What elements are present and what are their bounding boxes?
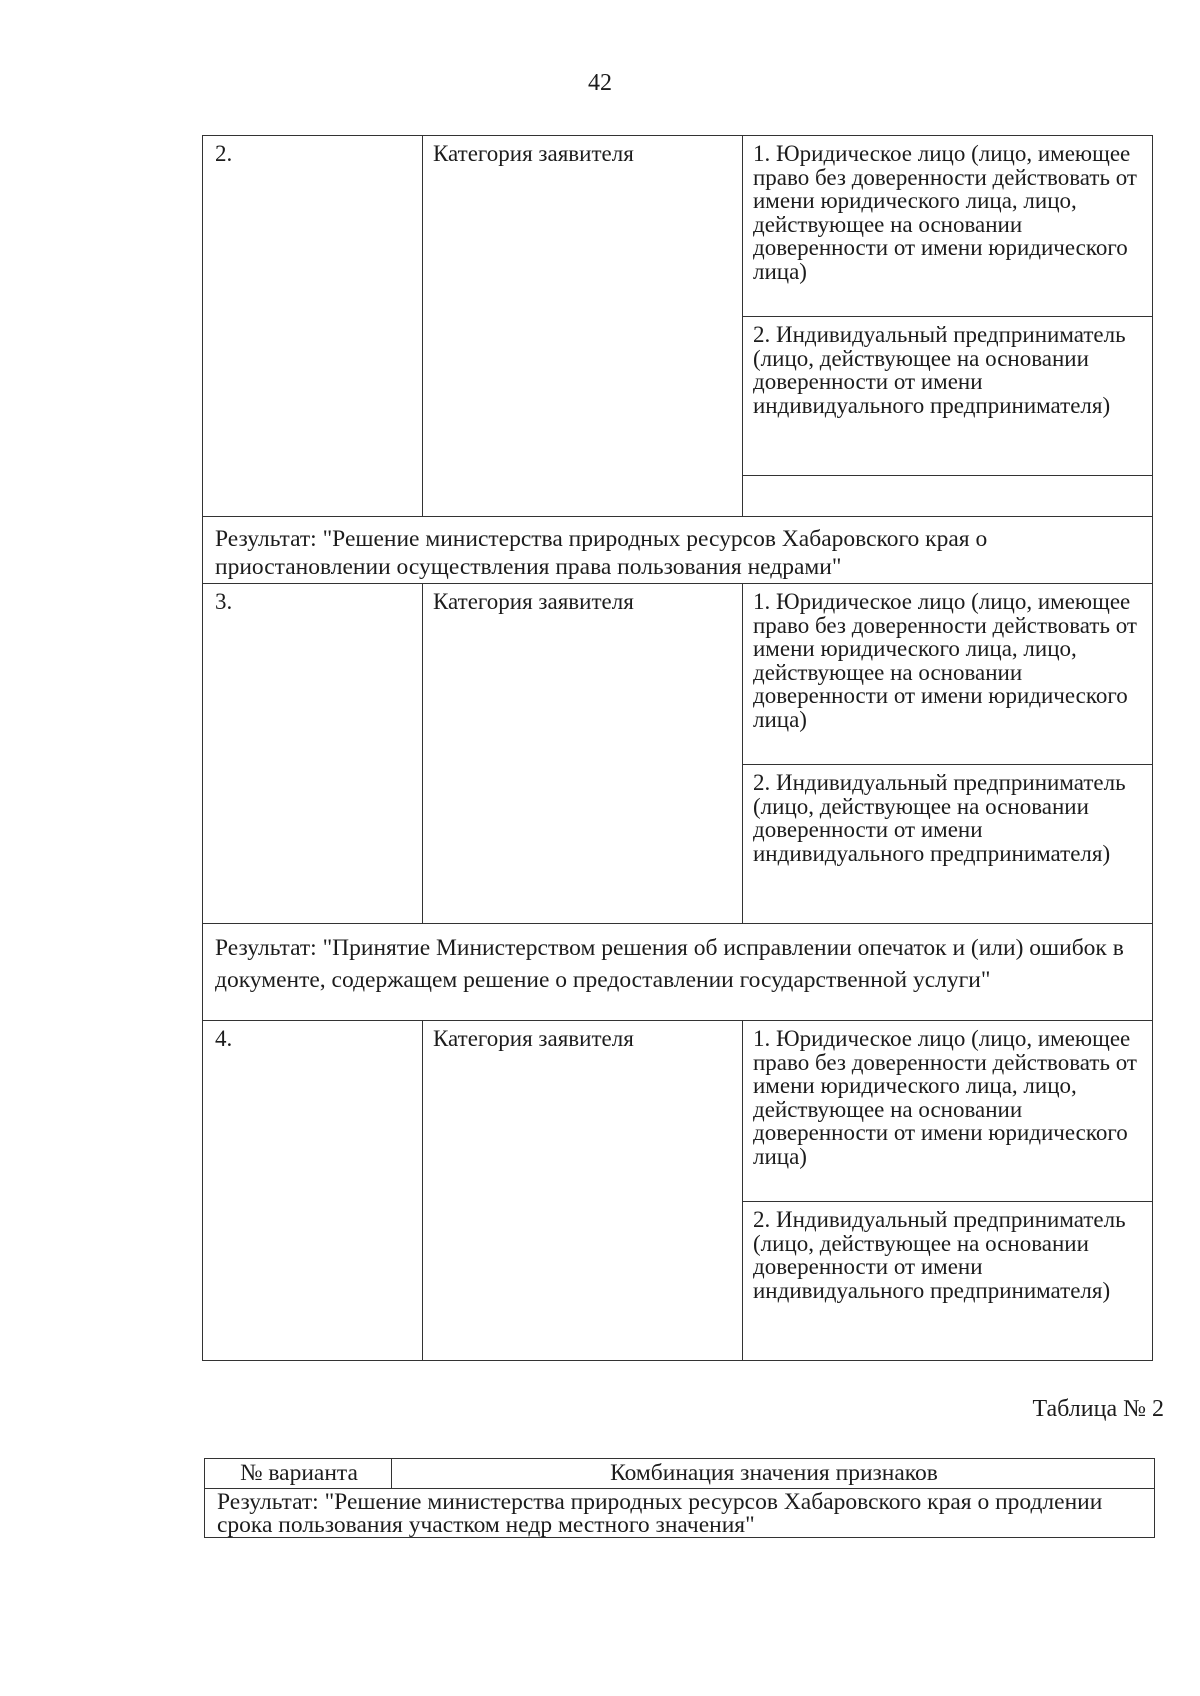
column-header: № варианта — [205, 1459, 392, 1489]
criterion-value: 2. Индивидуальный предприниматель (лицо, действующее на основании доверенности от имени индивидуального предпринимателя) — [743, 1201, 1152, 1360]
criterion-label: Категория заявителя — [423, 136, 743, 517]
table-row — [203, 584, 1153, 924]
column-header: Комбинация значения признаков — [392, 1459, 1155, 1489]
variants-table-2 — [204, 1458, 1155, 1538]
variant-number: 3. — [203, 584, 423, 924]
criterion-value: 1. Юридическое лицо (лицо, имеющее право без доверенности действовать от имени юридического лица, лицо, действующее на основании доверенности от имени юридического лица) — [753, 141, 1137, 284]
variant-number: 4. — [203, 1021, 423, 1361]
result-text: Результат: "Принятие Министерством решения об исправлении опечаток и (или) ошибок в документе, содержащем решение о предоставлении государственной услуги" — [203, 924, 1153, 1021]
criterion-value: 2. Индивидуальный предприниматель (лицо, действующее на основании доверенности от имени индивидуального предпринимателя) — [743, 316, 1152, 475]
variant-number: 2. — [203, 136, 423, 517]
page-number: 42 — [588, 70, 612, 96]
result-text: Результат: "Решение министерства природных ресурсов Хабаровского края о продлении срока пользования участком недр местного значения" — [205, 1489, 1155, 1538]
result-row — [205, 1489, 1155, 1538]
result-row — [203, 924, 1153, 1021]
result-row — [203, 517, 1153, 584]
criterion-value: 1. Юридическое лицо (лицо, имеющее право без доверенности действовать от имени юридического лица, лицо, действующее на основании доверенности от имени юридического лица) — [753, 589, 1137, 732]
criterion-values — [743, 136, 1153, 517]
table-row — [203, 136, 1153, 517]
result-text: Результат: "Решение министерства природных ресурсов Хабаровского края о приостановлении осуществления права пользования недрами" — [203, 517, 1153, 584]
variants-table-continued — [202, 135, 1153, 1361]
table-row — [203, 1021, 1153, 1361]
criterion-label: Категория заявителя — [423, 1021, 743, 1361]
table-header-row — [205, 1459, 1155, 1489]
table-caption: Таблица № 2 — [1032, 1396, 1164, 1422]
criterion-label: Категория заявителя — [423, 584, 743, 924]
criterion-value: 2. Индивидуальный предприниматель (лицо, действующее на основании доверенности от имени индивидуального предпринимателя) — [743, 764, 1152, 923]
criterion-values — [743, 584, 1153, 924]
criterion-value: 1. Юридическое лицо (лицо, имеющее право без доверенности действовать от имени юридического лица, лицо, действующее на основании доверенности от имени юридического лица) — [753, 1026, 1137, 1169]
empty-value-cell — [743, 475, 1152, 510]
criterion-values — [743, 1021, 1153, 1361]
